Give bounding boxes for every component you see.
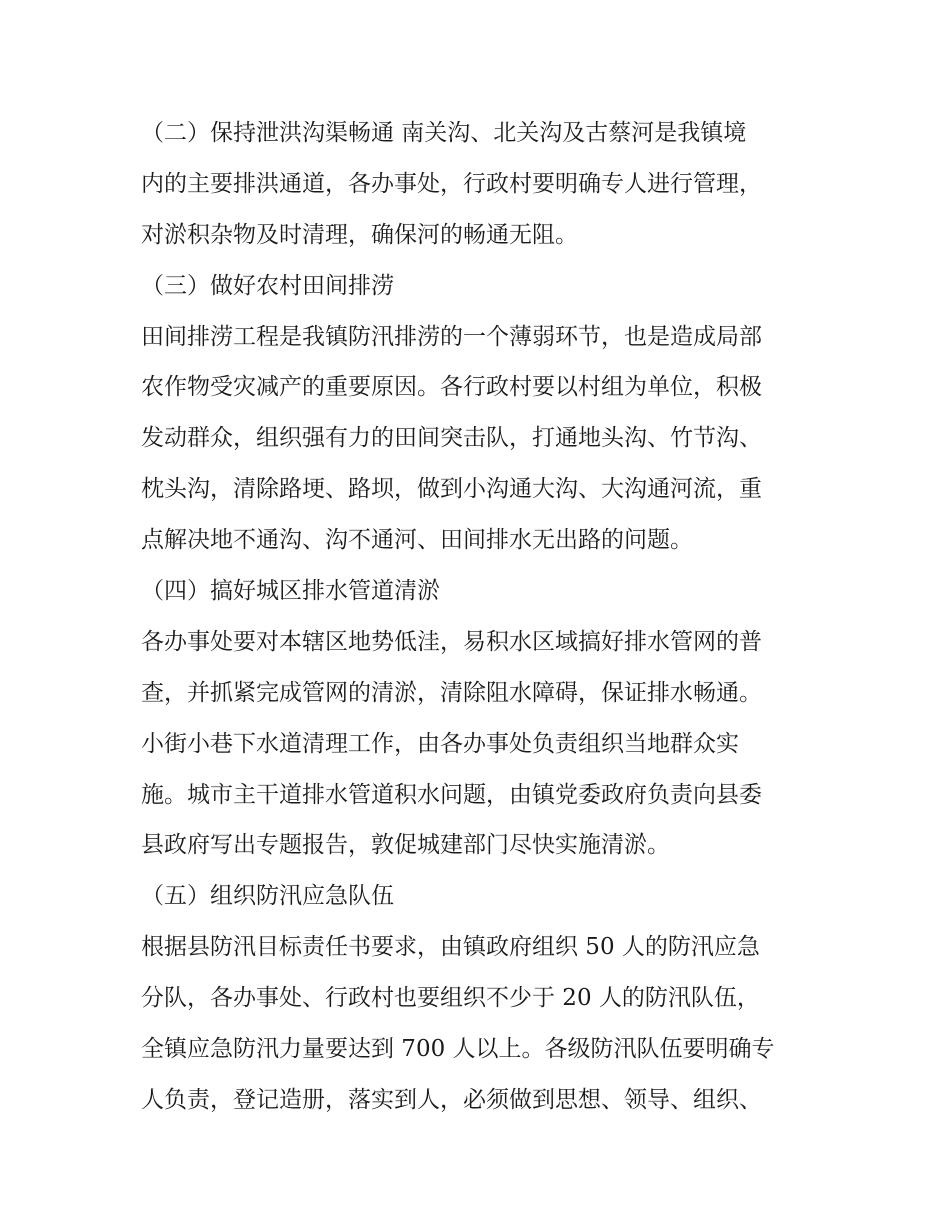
text-line: 县政府写出专题报告，敦促城建部门尽快实施清淤。 — [141, 832, 670, 859]
text-line: 查，并抓紧完成管网的清淤，清除阻水障碍，保证排水畅通。 — [141, 679, 762, 706]
text-line: 各办事处要对本辖区地势低洼，易积水区域搞好排水管网的普 — [141, 628, 762, 655]
text-line: 田间排涝工程是我镇防汛排涝的一个薄弱环节，也是造成局部 — [141, 323, 762, 350]
text-line: 点解决地不通沟、沟不通河、田间排水无出路的问题。 — [141, 527, 693, 554]
text-line: 内的主要排洪通道，各办事处，行政村要明确专人进行管理， — [141, 170, 762, 197]
text-line: 对淤积杂物及时清理，确保河的畅通无阻。 — [141, 221, 578, 248]
text-line: 枕头沟，清除路埂、路坝，做到小沟通大沟、大沟通河流，重 — [141, 476, 762, 503]
section-heading: （五）组织防汛应急队伍 — [141, 883, 394, 910]
text-line: （二）保持泄洪沟渠畅通 南关沟、北关沟及古蔡河是我镇境 — [141, 120, 747, 146]
text-line: 根据县防汛目标责任书要求，由镇政府组织 50 人的防汛应急 — [141, 934, 760, 961]
text-line: 分队，各办事处、行政村也要组织不少于 20 人的防汛队伍， — [141, 985, 760, 1012]
text-line: 发动群众，组织强有力的田间突击队，打通地头沟、竹节沟、 — [141, 425, 762, 452]
section-heading: （三）做好农村田间排涝 — [141, 272, 394, 299]
text-line: 施。城市主干道排水管道积水问题，由镇党委政府负责向县委 — [141, 781, 762, 808]
text-line: 全镇应急防汛力量要达到 700 人以上。各级防汛队伍要明确专 — [141, 1036, 775, 1063]
text-line: 小街小巷下水道清理工作，由各办事处负责组织当地群众实 — [141, 730, 739, 757]
text-line: 人负责，登记造册，落实到人，必须做到思想、领导、组织、 — [141, 1086, 762, 1113]
document-body — [141, 108, 821, 1126]
text-line: 农作物受灾减产的重要原因。各行政村要以村组为单位，积极 — [141, 374, 762, 401]
section-heading: （四）搞好城区排水管道清淤 — [141, 578, 440, 605]
